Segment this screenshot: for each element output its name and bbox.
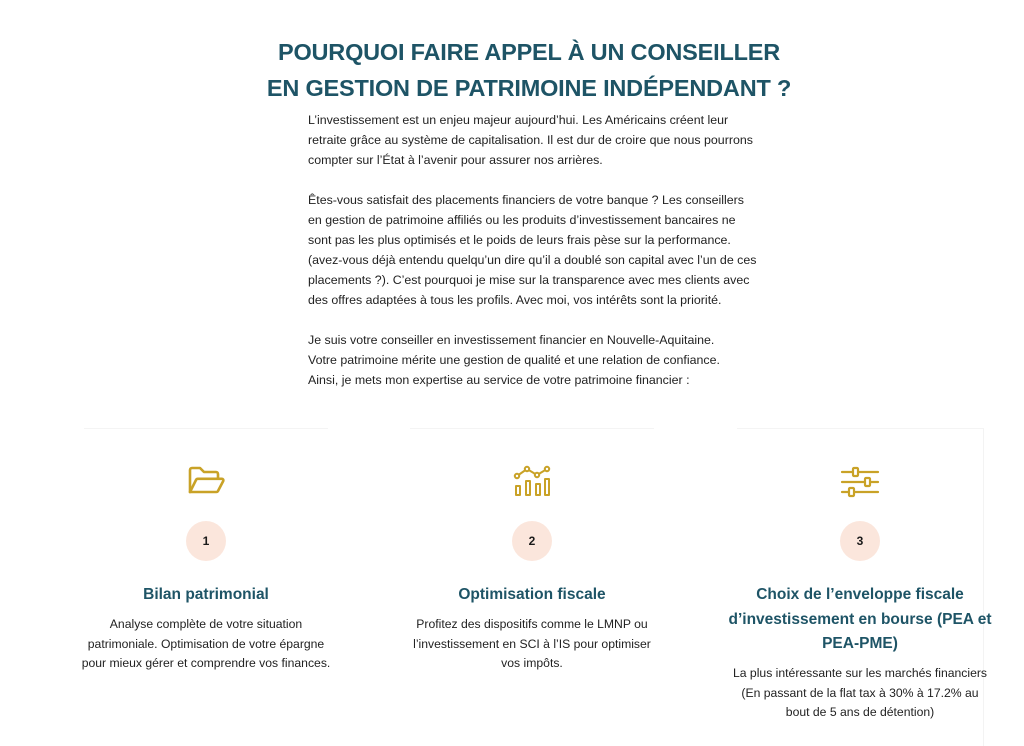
intro-line-region: Je suis votre conseiller en investissement financier en Nouvelle-Aquitaine.	[308, 333, 715, 347]
intro-paragraph-3	[308, 330, 758, 390]
intro-line-quality: Votre patrimoine mérite une gestion de qualité et une relation de confiance.	[308, 353, 720, 367]
section-title-line1: POURQUOI FAIRE APPEL À UN CONSEILLER	[277, 39, 781, 65]
service-card-optimisation	[410, 428, 654, 746]
service-title: Choix de l’enveloppe fiscale d’investissement en bourse (PEA et PEA-PME)	[728, 586, 992, 652]
service-title: Bilan patrimonial	[143, 586, 269, 603]
intro-text	[308, 110, 758, 390]
step-number-badge: 3	[840, 521, 880, 561]
intro-paragraph-2: Êtes-vous satisfait des placements financiers de votre banque ? Les conseillers en gestion de patrimoine affiliés ou les produits d’investissement bancaires ne sont pas les plus optimisés et le poids de leurs frais pèse sur la performance. (avez-vous déjà entendu quelqu’un dire qu’il a doublé son capital avec l’un de ces placements ?). C’est pourquoi je mise sur la transparence avec mes clients avec des offres adaptées à tous les profils. Avec moi, vos intérêts sont la priorité.	[308, 193, 757, 307]
service-description: Analyse complète de votre situation patrimoniale. Optimisation de votre épargne pour mieux gérer et comprendre vos finances.	[81, 617, 331, 671]
step-number-badge: 2	[512, 521, 552, 561]
service-description: Profitez des dispositifs comme le LMNP ou l’investissement en SCI à l’IS pour optimiser vos impôts.	[413, 617, 651, 671]
sliders-icon	[840, 463, 880, 499]
section-title	[0, 34, 1024, 106]
step-number-badge: 1	[186, 521, 226, 561]
folder-open-icon	[186, 463, 226, 499]
intro-line-expertise: Ainsi, je mets mon expertise au service de votre patrimoine financier :	[308, 373, 690, 387]
section-title-line2: EN GESTION DE PATRIMOINE INDÉPENDANT ?	[266, 75, 792, 101]
chart-bars-line-icon	[512, 463, 552, 499]
service-card-enveloppe	[728, 428, 992, 746]
service-description: La plus intéressante sur les marchés financiers (En passant de la flat tax à 30% à 17.2% au bout de 5 ans de détention)	[732, 666, 988, 720]
service-card-bilan	[81, 428, 331, 746]
intro-paragraph-1: L’investissement est un enjeu majeur aujourd’hui. Les Américains créent leur retraite grâce au système de capitalisation. Il est dur de croire que nous pourrons compter sur l’État à l’avenir pour assurer nos arrières.	[308, 113, 753, 167]
service-title: Optimisation fiscale	[458, 586, 606, 603]
